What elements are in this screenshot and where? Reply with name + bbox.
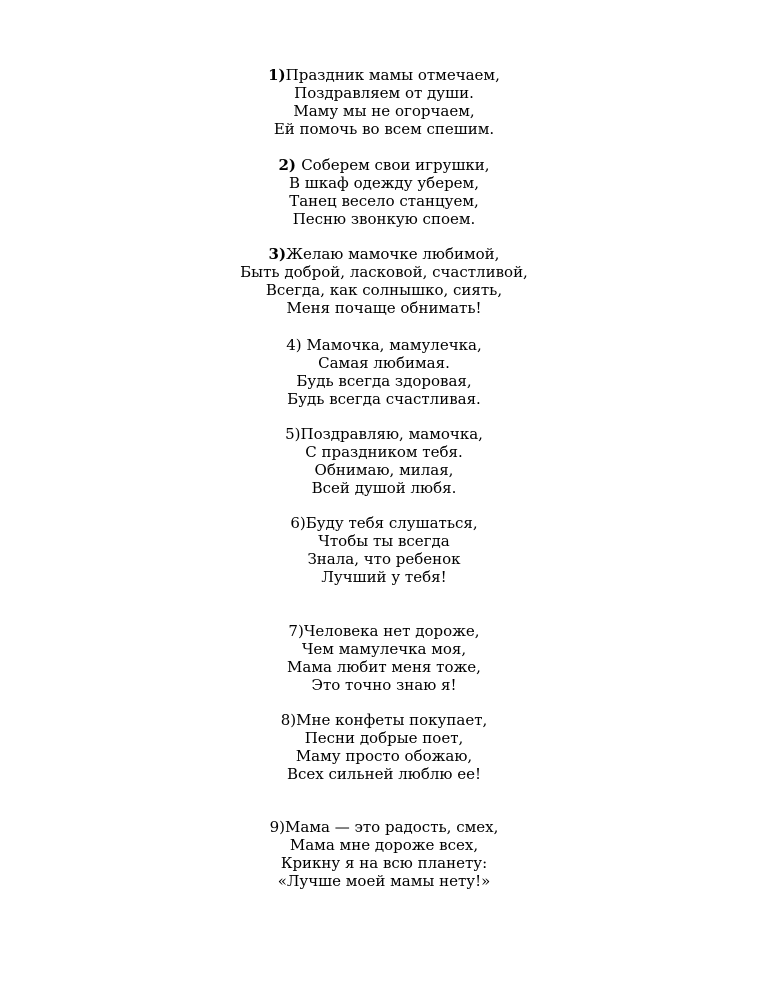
poem-4 [0,336,768,408]
poem-line: Маму мы не огорчаем, [293,102,475,120]
poem-line: Меня почаще обнимать! [286,299,482,317]
poem-line: Будь всегда здоровая, [296,372,472,390]
poem-line: Обнимаю, милая, [314,461,454,479]
poem-line: Это точно знаю я! [311,676,457,694]
poem-line: 8)Мне конфеты покупает, [280,711,488,729]
poem-line: Песни добрые поет, [304,729,464,747]
poem-number: 4) [286,336,307,354]
poem-line: С праздником тебя. [305,443,463,461]
poem-6 [0,514,768,586]
poem-number: 1) [268,66,286,84]
poem-line: Мама любит меня тоже, [287,658,481,676]
poem-2 [0,156,768,228]
poem-line: Песню звонкую споем. [292,210,476,228]
poem-number: 7) [288,622,304,640]
poem-line: 2) Соберем свои игрушки, [278,156,490,174]
poem-line: Чтобы ты всегда [318,532,450,550]
poem-line: Поздравляем от души. [294,84,474,102]
poem-line: Всех сильней люблю ее! [286,765,482,783]
poem-line: Мама мне дороже всех, [289,836,479,854]
poem-line: «Лучше моей мамы нету!» [277,872,491,890]
poem-line: 5)Поздравляю, мамочка, [285,425,483,443]
poem-number: 2) [278,156,302,174]
poem-line: 9)Мама — это радость, смех, [269,818,499,836]
poem-line: Всей душой любя. [311,479,457,497]
poem-line: Танец весело станцуем, [289,192,479,210]
poem-number: 3) [268,245,287,263]
poem-line: Ей помочь во всем спешим. [273,120,495,138]
poem-line: Маму просто обожаю, [295,747,473,765]
poem-line: 7)Человека нет дороже, [288,622,480,640]
poem-3 [0,245,768,317]
poem-line: 6)Буду тебя слушаться, [290,514,478,532]
poem-number: 9) [269,818,286,836]
poem-1 [0,66,768,138]
poem-8 [0,711,768,783]
poem-line: 4) Мамочка, мамулечка, [286,336,482,354]
poem-5 [0,425,768,497]
poem-line: В шкаф одежду уберем, [289,174,479,192]
poem-line: Всегда, как солнышко, сиять, [265,281,503,299]
poem-line: 3)Желаю мамочке любимой, [268,245,500,263]
poem-line: Быть доброй, ласковой, счастливой, [240,263,528,281]
poem-line: Крикну я на всю планету: [280,854,488,872]
poem-line: Будь всегда счастливая. [287,390,481,408]
poem-9 [0,818,768,890]
poem-line: Самая любимая. [318,354,450,372]
poem-line: 1)Праздник мамы отмечаем, [268,66,500,84]
poem-number: 5) [285,425,301,443]
poem-line: Знала, что ребенок [307,550,461,568]
poem-line: Чем мамулечка моя, [301,640,467,658]
poem-line: Лучший у тебя! [321,568,447,586]
poem-number: 6) [290,514,306,532]
poem-number: 8) [280,711,297,729]
poem-7 [0,622,768,694]
